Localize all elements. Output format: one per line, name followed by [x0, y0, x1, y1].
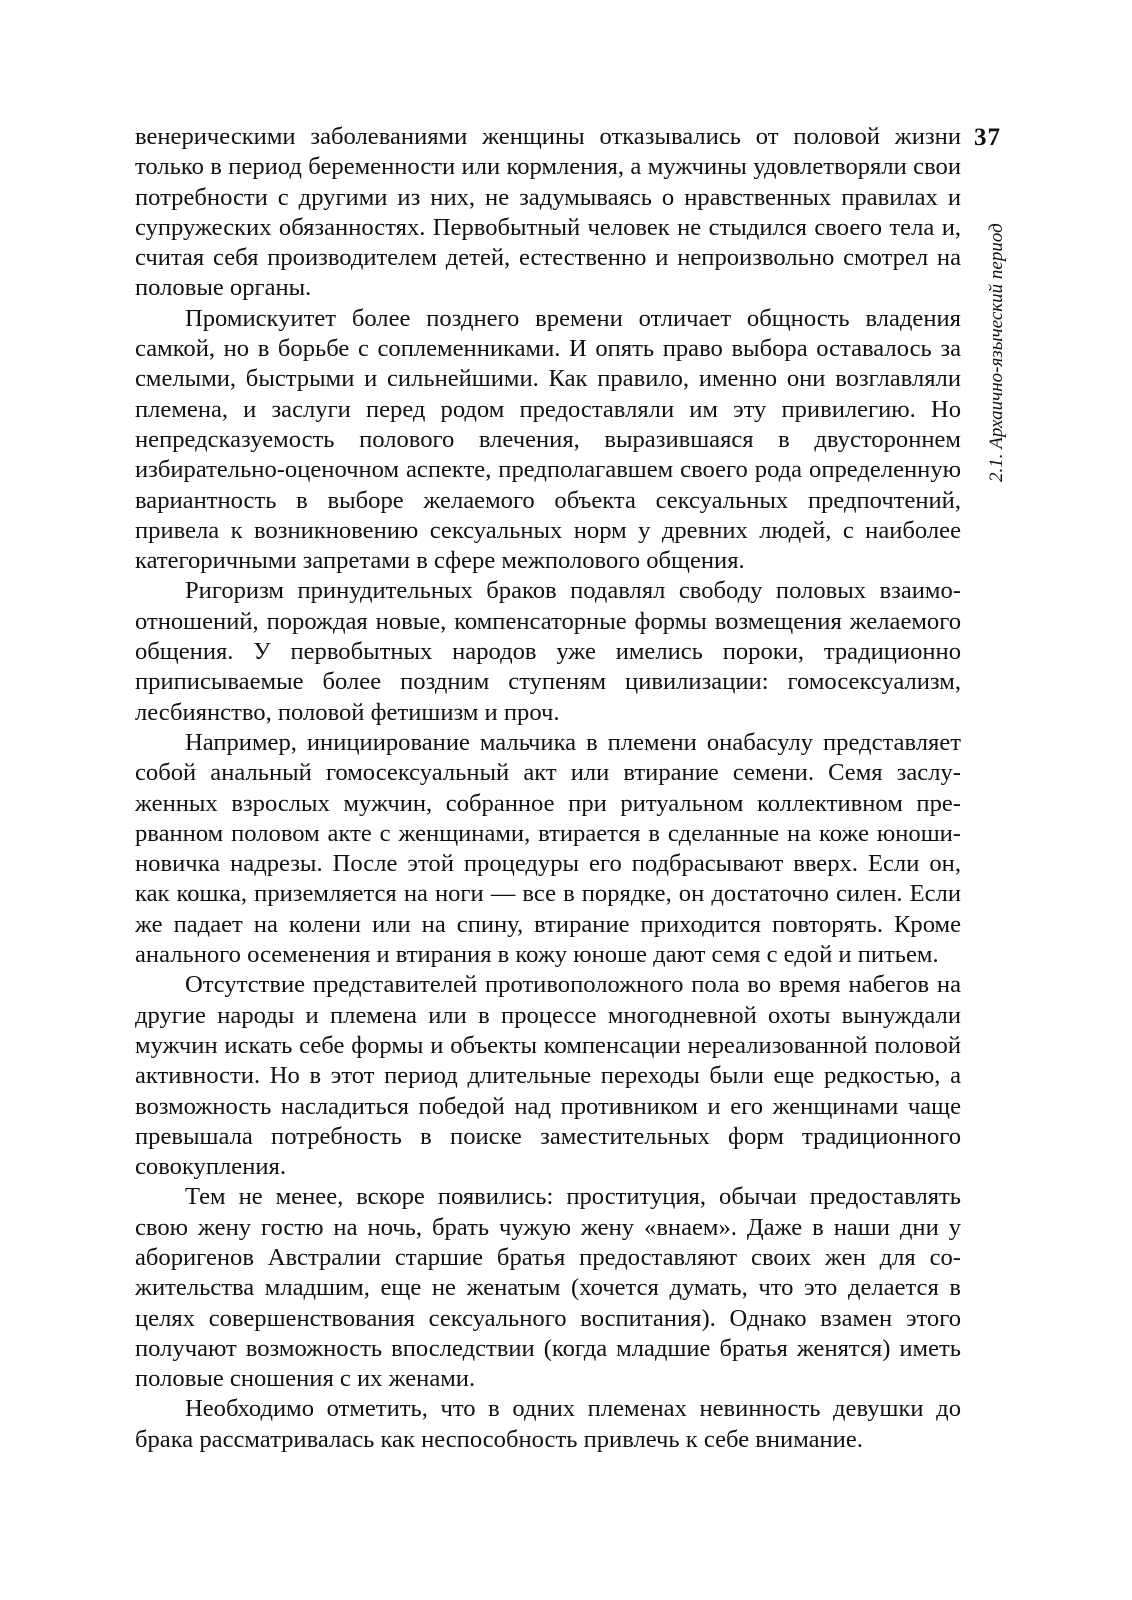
paragraph-continued: венерическими заболеваниями женщины отказывались от половой жизни только в период беременности или кормления, а мужчины удовлетворяли свои потребности с другими из них, не задумываясь о нравственных правилах и супружеских обязанностях. Первобытный человек не стыдился своего тела и, считая себя производителем детей, естественно и непроизвольно смотрел на половые органы.: [135, 123, 961, 302]
paragraph: Необходимо отметить, что в одних племенах невинность девушки до брака рассматривалась как неспособность привлечь к себе внимание.: [135, 1395, 961, 1453]
paragraph: Ригоризм принудительных браков подавлял свободу половых взаимоотношений, порождая новые, компенсаторные формы возмещения желаемого общения. У первобытных народов уже имелись пороки, традиционно приписываемые более поздним ступеням цивилизации: гомосексуализм, лесбиянство, половой фетишизм и проч.: [135, 577, 961, 726]
paragraph: Промискуитет более позднего времени отличает общность владения самкой, но в борьбе с соплеменниками. И опять право выбора оставалось за смелыми, быстрыми и сильнейшими. Как правило, именно они возглавляли племена, и заслуги перед родом предоставляли им эту привилегию. Но непредсказуемость полового влечения, выразившаяся в двустороннем избирательно-оценочном аспекте, предполагавшем своего рода определенную вариантность в выборе желаемого объекта сексуальных предпочтений, привела к возникновению сексуальных норм у древних людей, с наиболее категоричными запретами в сфере межполового общения.: [135, 304, 961, 575]
main-text: [135, 122, 961, 1455]
running-head: 2.1. Архаично-языческий период: [986, 223, 1007, 482]
page-number: 37: [974, 124, 1001, 151]
paragraph: Отсутствие представителей противоположного пола во время набегов на другие народы и племена или в процессе многодневной охоты вынуждали мужчин искать себе формы и объекты компенсации нереализованной половой активности. Но в этот период длительные переходы были еще редкостью, а возможность насладиться победой над противником и его женщинами чаще превышала потребность в поиске заместительных форм традиционного совокупления.: [135, 971, 961, 1181]
paragraph: Тем не менее, вскоре появились: проституция, обычаи предоставлять свою жену гостю на ночь, брать чужую жену «внаем». Даже в наши дни у аборигенов Австралии старшие братья предоставляют своих жен для сожительства младшим, еще не женатым (хочется думать, что это делается в целях совершенствования сексуального воспитания). Однако взамен этого получают возможность впоследствии (когда младшие братья женятся) иметь половые сношения с их женами.: [135, 1183, 961, 1393]
paragraph: Например, инициирование мальчика в племени онабасулу представляет собой анальный гомосексуальный акт или втирание семени. Семя заслуженных взрослых мужчин, собранное при ритуальном коллективном прерванном половом акте с женщинами, втирается в сделанные на коже юноши-новичка надрезы. После этой процедуры его подбрасывают вверх. Если он, как кошка, приземляется на ноги — все в порядке, он достаточно силен. Если же падает на колени или на спину, втирание приходится повторять. Кроме анального осеменения и втирания в кожу юноше дают семя с едой и питьем.: [135, 728, 961, 969]
